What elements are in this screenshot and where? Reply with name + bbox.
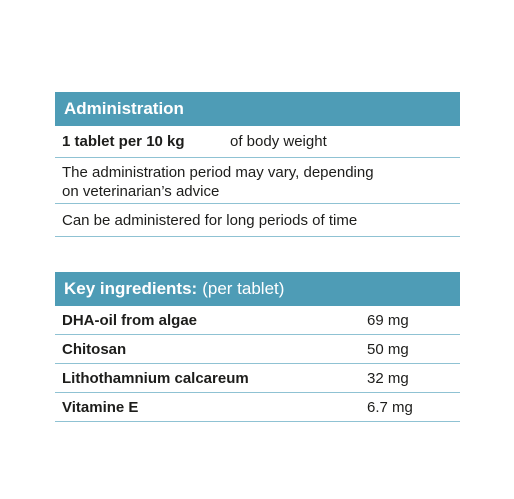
period-text-line1: The administration period may vary, depending <box>62 164 374 181</box>
ingredient-name: Vitamine E <box>62 398 139 416</box>
ingredient-row <box>55 393 460 422</box>
ingredients-header <box>55 272 460 306</box>
ingredient-name: Chitosan <box>62 340 127 358</box>
dose-label: 1 tablet per 10 kg <box>62 133 185 150</box>
ingredient-row <box>55 364 460 393</box>
ingredient-amount: 50 mg <box>367 340 409 358</box>
administration-table <box>55 92 460 237</box>
ingredients-table <box>55 272 460 422</box>
ingredient-amount: 69 mg <box>367 311 409 329</box>
ingredient-name: Lithothamnium calcareum <box>62 369 249 387</box>
period-text-line2: on veterinarian’s advice <box>62 183 220 200</box>
ingredient-name: DHA-oil from algae <box>62 311 198 329</box>
ingredients-title: Key ingredients: <box>64 279 198 298</box>
period-row <box>55 158 460 204</box>
dose-row <box>55 126 460 158</box>
duration-text: Can be administered for long periods of time <box>62 211 358 229</box>
ingredient-row <box>55 306 460 335</box>
ingredient-amount: 6.7 mg <box>367 398 413 416</box>
administration-title: Administration <box>64 99 184 118</box>
duration-row <box>55 204 460 237</box>
ingredient-row <box>55 335 460 364</box>
administration-header <box>55 92 460 126</box>
ingredient-amount: 32 mg <box>367 369 409 387</box>
ingredients-subtitle: (per tablet) <box>202 279 285 298</box>
dose-text: of body weight <box>230 133 327 150</box>
